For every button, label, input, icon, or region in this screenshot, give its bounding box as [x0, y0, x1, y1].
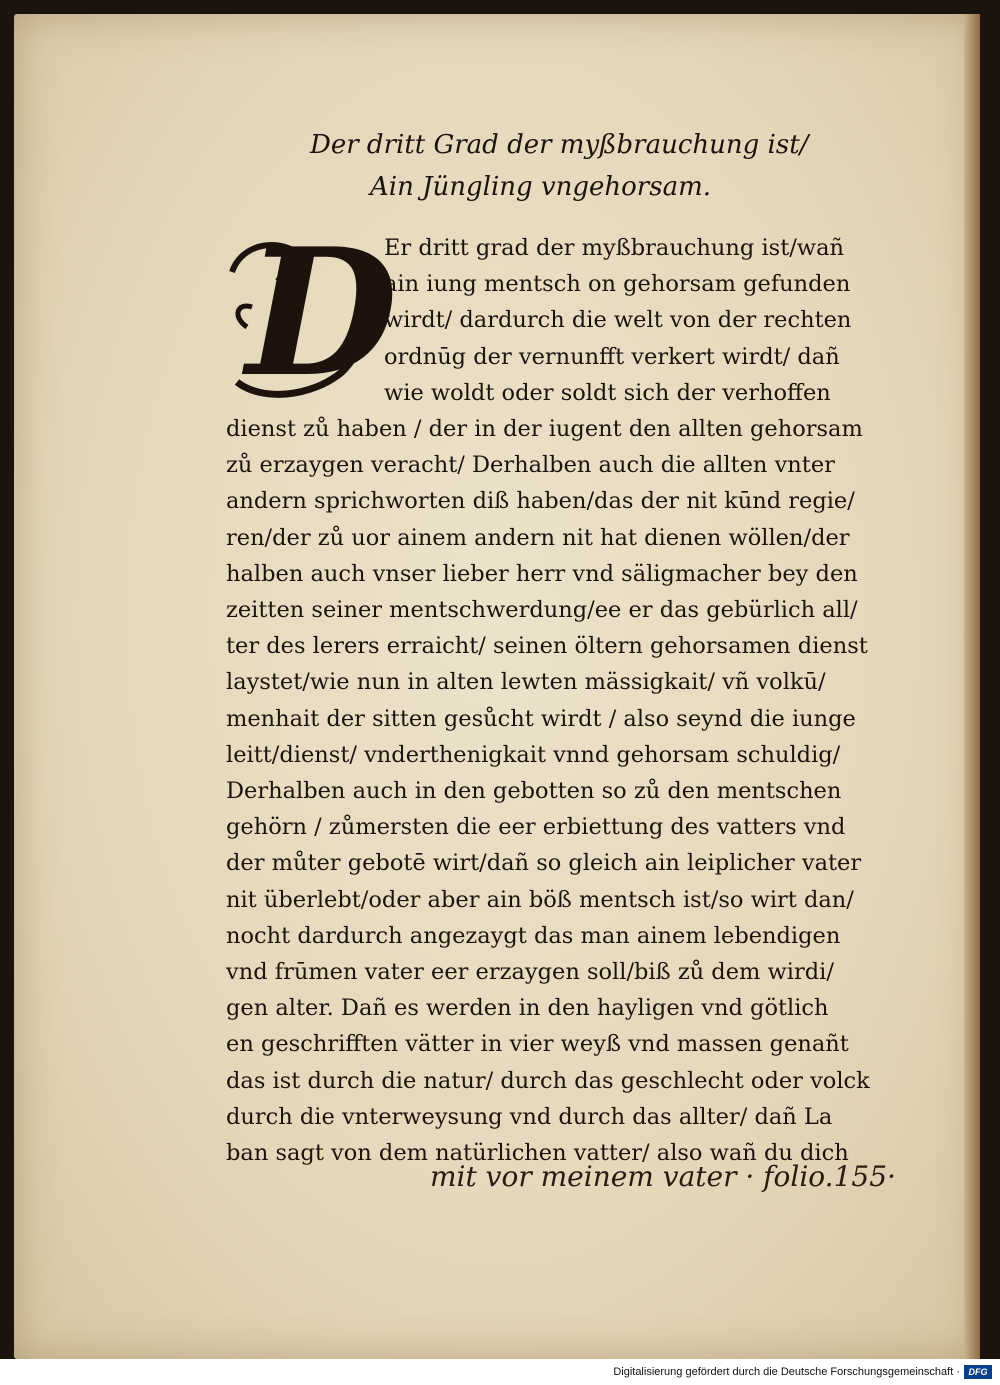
- text-line: der můter gebotē wirt/dañ so gleich ain leiplicher vater: [226, 850, 862, 877]
- text-line: gen alter. Dañ es werden in den hayligen vnd götlich: [226, 995, 829, 1022]
- text-line: vnd frūmen vater eer erzaygen soll/biß zů dem wirdi/: [226, 959, 834, 986]
- text-line: dienst zů haben / der in der iugent den allten gehorsam: [226, 416, 863, 443]
- text-line: nit überlebt/oder aber ain böß mentsch ist/so wirt dan/: [226, 886, 854, 913]
- text-line: Derhalben auch in den gebotten so zů den mentschen: [226, 778, 842, 805]
- text-line: ren/der zů uor ainem andern nit hat dienen wöllen/der: [226, 524, 850, 551]
- text-line: wirdt/ dardurch die welt von der rechten: [384, 307, 852, 334]
- text-line: zů erzaygen veracht/ Derhalben auch die allten vnter: [226, 452, 835, 479]
- dfg-logo: DFG: [964, 1365, 992, 1379]
- body-text: [226, 230, 926, 1171]
- text-line: leitt/dienst/ vnderthenigkait vnnd gehorsam schuldig/: [226, 741, 841, 768]
- text-line: ter des lerers erraicht/ seinen öltern gehorsamen dienst: [226, 633, 868, 660]
- footer-credit: Digitalisierung gefördert durch die Deutsche Forschungsgemeinschaft ·: [613, 1366, 960, 1378]
- text-line: wie woldt oder soldt sich der verhoffen: [384, 379, 831, 406]
- text-line: gehörn / zůmersten die eer erbiettung des vatters vnd: [226, 814, 846, 841]
- heading-line-1: Der dritt Grad der myßbrauchung ist/: [310, 130, 809, 160]
- text-line: menhait der sitten gesůcht wirdt / also seynd die iunge: [226, 705, 856, 732]
- text-line: durch die vnterweysung vnd durch das allter/ dañ La: [226, 1103, 833, 1130]
- chapter-heading: [310, 124, 870, 208]
- text-line: ain iung mentsch on gehorsam gefunden: [384, 271, 851, 298]
- text-line: nocht dardurch angezaygt das man ainem lebendigen: [226, 922, 841, 949]
- handwritten-note: mit vor meinem vater · folio.155·: [430, 1160, 896, 1193]
- page-edge: [964, 14, 980, 1359]
- initial-letter: D: [246, 211, 398, 416]
- text-line: zeitten seiner mentschwerdung/ee er das gebürlich all/: [226, 597, 858, 624]
- footer-bar: [0, 1359, 1000, 1385]
- text-line: andern sprichworten diß haben/das der nit kūnd regie/: [226, 488, 855, 515]
- text-line: laystet/wie nun in alten lewten mässigkait/ vñ volkū/: [226, 669, 826, 696]
- text-line: ban sagt von dem natürlichen vatter/ also wañ du dich: [226, 1140, 849, 1167]
- text-line: en geschrifften vätter in vier weyß vnd massen genañt: [226, 1031, 849, 1058]
- text-line: halben auch vnser lieber herr vnd säligmacher bey den: [226, 560, 858, 587]
- text-line: Er dritt grad der myßbrauchung ist/wañ: [384, 235, 844, 261]
- heading-line-2: Ain Jüngling vngehorsam.: [370, 172, 711, 202]
- text-line: das ist durch die natur/ durch das geschlecht oder volck: [226, 1067, 870, 1094]
- text-line: ordnūg der vernunfft verkert wirdt/ dañ: [384, 343, 840, 370]
